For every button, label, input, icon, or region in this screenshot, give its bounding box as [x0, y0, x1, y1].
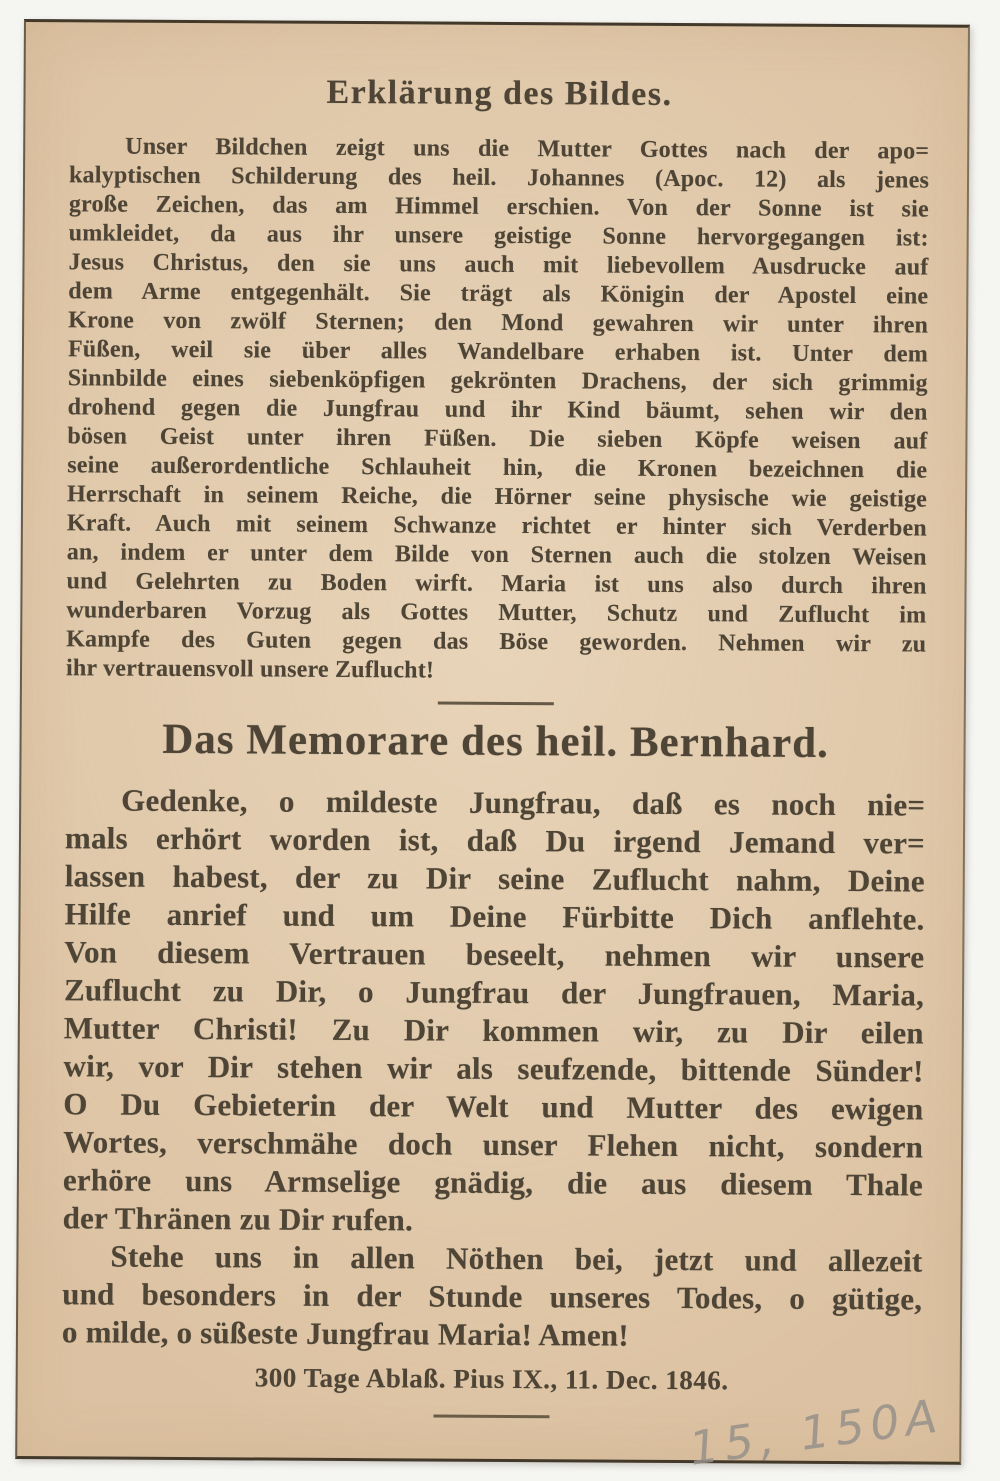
- text-line: Stehe uns in allen Nöthen bei, jetzt und allezeit: [110, 1238, 923, 1279]
- text-line: seine außerordentliche Schlauheit hin, die Kronen bezeichnen die: [67, 452, 928, 484]
- text-line: Sinnbilde eines siebenköpfigen gekrönten Drachens, der sich grimmig: [67, 365, 928, 397]
- section-divider: [438, 702, 554, 706]
- text-line: an, indem er unter dem Bilde von Sternen auch die stolzen Weisen: [66, 539, 927, 571]
- text-line: umkleidet, da aus ihr unsere geistige Sonne hervorgegangen ist:: [68, 220, 929, 252]
- text-line: bösen Geist unter ihren Füßen. Die sieben Köpfe weisen auf: [67, 423, 928, 455]
- text-line: Füßen, weil sie über alles Wandelbare erhaben ist. Unter dem: [67, 336, 929, 368]
- text-line: Zuflucht zu Dir, o Jungfrau der Jungfrauen, Maria,: [63, 972, 925, 1013]
- text-line: ihr vertrauensvoll unsere Zuflucht!: [65, 655, 435, 684]
- prayer-card-content: [17, 22, 968, 1476]
- text-line: wir, vor Dir stehen wir als seufzende, bittende Sünder!: [63, 1048, 924, 1089]
- text-line: und Gelehrten zu Boden wirft. Maria ist uns also durch ihren: [66, 568, 927, 600]
- memorare-heading: Das Memorare des heil. Bernhard.: [162, 715, 830, 767]
- memorare-paragraph: [63, 781, 926, 1242]
- handwritten-note: 15, 150A: [685, 1388, 946, 1476]
- text-line: dem Arme entgegenhält. Sie trägt als Königin der Apostel eine: [68, 278, 929, 310]
- text-line: erhöre uns Armselige gnädig, die aus diesem Thale: [62, 1162, 924, 1203]
- closing-paragraph: [62, 1237, 923, 1356]
- text-line: Hilfe anrief und um Deine Fürbitte Dich anflehte.: [64, 896, 925, 937]
- text-line: Kraft. Auch mit seinem Schwanze richtet er hinter sich Verderben: [66, 510, 927, 542]
- text-line: Wortes, verschmähe doch unser Flehen nicht, sondern: [63, 1124, 924, 1165]
- text-line: der Thränen zu Dir rufen.: [62, 1200, 414, 1238]
- text-line: Kampfe des Guten gegen das Böse geworden. Nehmen wir zu: [66, 626, 927, 658]
- text-line: große Zeichen, das am Himmel erschien. Von der Sonne ist sie: [68, 191, 929, 223]
- text-line: Krone von zwölf Sternen; den Mond gewahren wir unter ihren: [68, 307, 929, 339]
- text-line: o milde, o süßeste Jungfrau Maria! Amen!: [61, 1314, 629, 1353]
- prayer-card: [15, 19, 970, 1476]
- text-line: Von diesem Vertrauen beseelt, nehmen wir unsere: [64, 934, 925, 975]
- text-line: kalyptischen Schilderung des heil. Johannes (Apoc. 12) als jenes: [68, 162, 930, 194]
- text-line: Unser Bildchen zeigt uns die Mutter Gottes nach der apo=: [125, 133, 930, 165]
- text-line: Gedenke, o mildeste Jungfrau, daß es noch nie=: [121, 782, 926, 823]
- page-title: Erklärung des Bildes.: [326, 73, 673, 113]
- text-line: Jesus Christus, den sie uns auch mit liebevollem Ausdrucke auf: [68, 249, 929, 281]
- text-line: wunderbaren Vorzug als Gottes Mutter, Schutz und Zuflucht im: [66, 597, 927, 629]
- text-line: Herrschaft in seinem Reiche, die Hörner seine physische wie geistige: [67, 481, 928, 513]
- text-line: mals erhört worden ist, daß Du irgend Jemand ver=: [64, 820, 926, 861]
- text-line: drohend gegen die Jungfrau und ihr Kind bäumt, sehen wir den: [67, 394, 928, 426]
- text-line: und besonders in der Stunde unseres Todes, o gütige,: [62, 1276, 923, 1317]
- explanation-paragraph: [66, 132, 929, 688]
- bottom-divider: [433, 1415, 549, 1419]
- text-line: lassen habest, der zu Dir seine Zuflucht nahm, Deine: [64, 858, 925, 899]
- text-line: Mutter Christi! Zu Dir kommen wir, zu Dir eilen: [63, 1010, 924, 1051]
- text-line: O Du Gebieterin der Welt und Mutter des ewigen: [63, 1086, 924, 1127]
- indulgence-line: 300 Tage Ablaß. Pius IX., 11. Dec. 1846.: [254, 1362, 729, 1396]
